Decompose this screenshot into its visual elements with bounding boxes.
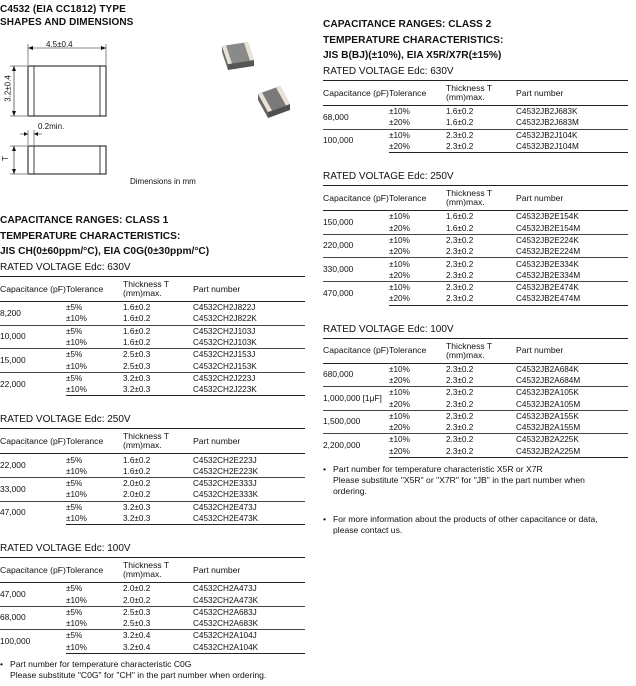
column-header-thick: Thickness T (mm)max. [446,186,516,211]
part-number-cell: C4532JB2E224K [516,234,628,246]
rated-voltage-label: RATED VOLTAGE Edc: 630V [0,262,131,273]
column-header-tol: Tolerance [66,429,123,454]
part-number-cell: C4532JB2E474M [516,293,628,305]
column-header-cap: Capacitance (pF) [0,429,66,454]
column-header-tol: Tolerance [389,186,446,211]
thickness-cell: 2.5±0.3 [123,349,193,361]
part-number-cell: C4532CH2J822K [193,314,257,324]
thickness-cell: 2.3±0.2 [446,129,516,141]
part-number-cell: C4532CH2J223K [193,384,305,396]
part-number-cell: C4532JB2J683M [516,118,579,128]
width-dim-label: 4.5±0.4 [46,40,73,49]
rated-voltage-section [323,171,628,305]
part-number-cell: C4532JB2E474K [516,281,628,293]
capacitance-cell: 15,000 [0,349,66,373]
part-number-cell: C4532JB2E334M [516,270,581,280]
capacitance-cell: 8,200 [0,307,21,318]
thickness-cell: 1.6±0.2 [123,303,151,313]
column-header-tol: Tolerance [389,81,446,106]
thickness-cell: 1.6±0.2 [123,325,193,337]
part-number-cell: C4532CH2E333K [193,490,259,500]
gap-dim-label: 0.2min. [38,122,65,131]
spec-table [323,185,628,305]
tolerance-cell: ±10% [389,107,410,117]
part-number-cell: C4532JB2E154K [516,212,579,222]
tolerance-cell: ±20% [389,223,410,233]
tolerance-cell: ±10% [66,490,87,500]
table-row [0,630,305,642]
tolerance-cell: ±10% [389,410,446,422]
part-number-cell: C4532CH2A683J [193,606,305,618]
part-number-cell: C4532JB2J104K [516,129,628,141]
tolerance-cell: ±10% [389,212,410,222]
tolerance-cell: ±10% [389,129,446,141]
table-row [323,387,628,399]
chip-photo-1 [222,42,254,70]
capacitance-cell: 47,000 [0,501,66,525]
part-number-cell: C4532JB2A105K [516,387,628,399]
tolerance-cell: ±20% [389,423,410,433]
column-header-thick: Thickness T (mm)max. [123,429,193,454]
c0g-note-line2: Please substitute "C0G" for "CH" in the part number when ordering. [10,670,267,680]
part-number-cell: C4532CH2J223J [193,372,305,384]
table-row [323,281,628,293]
contact-note-line2: please contact us. [333,525,403,535]
spec-table [0,428,305,525]
capacitance-cell: 1,500,000 [323,410,389,434]
c0g-note-line1: Part number for temperature characteristic C0G [10,659,192,669]
thickness-cell: 2.0±0.2 [123,490,151,500]
tolerance-cell: ±10% [66,314,87,324]
thickness-cell: 2.3±0.2 [446,258,516,270]
thickness-cell: 2.0±0.2 [123,595,151,605]
capacitance-cell: 100,000 [323,129,389,153]
table-row [0,606,305,618]
tolerance-cell: ±20% [389,141,446,153]
tolerance-cell: ±10% [389,234,446,246]
thickness-cell: 3.2±0.3 [123,513,193,525]
part-number-cell: C4532JB2J104M [516,141,628,153]
rated-voltage-label: RATED VOLTAGE Edc: 250V [0,414,131,426]
tolerance-cell: ±10% [389,364,410,374]
contact-note-line1: For more information about the products of other capacitance or data, [333,514,598,524]
column-header-part: Part number [516,81,628,106]
class2-temp-heading: TEMPERATURE CHARACTERISTICS: [323,35,504,46]
tolerance-cell: ±20% [389,270,410,280]
thickness-cell: 2.3±0.2 [446,281,516,293]
rated-voltage-section [323,66,628,153]
column-header-part: Part number [193,558,305,583]
table-row [323,363,628,375]
thickness-cell: 2.3±0.2 [446,399,474,409]
thickness-cell: 2.3±0.2 [446,270,474,280]
thickness-cell: 2.3±0.2 [446,376,474,385]
thickness-cell: 2.0±0.2 [123,477,193,489]
thickness-cell: 1.6±0.2 [446,107,474,117]
tolerance-cell: ±10% [66,595,87,605]
rated-voltage-section [323,324,628,458]
tolerance-cell: ±5% [66,630,123,642]
table-row [323,258,628,270]
thickness-cell: 2.5±0.3 [123,361,151,371]
x5r-note-line2: Please substitute "X5R" or "X7R" for "JB" in the part number when [333,475,585,485]
part-number-cell: C4532CH2E473K [193,513,305,525]
column-header-tol: Tolerance [66,558,123,583]
part-number-cell: C4532JB2E154M [516,223,581,233]
tolerance-cell: ±5% [66,349,123,361]
part-number-cell: C4532CH2J103K [193,338,257,348]
tolerance-cell: ±10% [389,434,446,446]
table-row [323,234,628,246]
thickness-cell: 2.3±0.2 [446,387,516,399]
capacitance-cell: 1,000,000 [1μF] [323,387,389,411]
class1-sections [0,262,305,654]
part-number-cell: C4532CH2E333J [193,477,305,489]
part-number-cell: C4532CH2J153J [193,349,305,361]
table-row [0,454,305,466]
thickness-cell: 2.5±0.3 [123,619,151,629]
c0g-note: • Part number for temperature characteristic C0G Please substitute "C0G" for "CH" in the part number when ordering. [0,659,267,680]
part-number-cell: C4532JB2A225M [516,446,628,458]
thickness-cell: 1.6±0.2 [446,118,474,128]
x5r-note-line3: ordering. [333,486,367,496]
x5r-note-line1: Part number for temperature characteristic X5R or X7R [333,464,543,474]
thickness-cell: 2.3±0.2 [446,446,516,458]
thickness-cell: 2.3±0.2 [446,423,474,433]
rated-voltage-section [0,262,305,396]
thickness-cell: 2.3±0.2 [446,293,516,305]
capacitance-cell: 330,000 [323,258,389,282]
dimension-diagram [0,34,310,194]
dims-units-label: Dimensions in mm [130,177,196,186]
part-number-cell: C4532CH2E473J [193,501,305,513]
part-number-cell: C4532CH2A683K [193,619,259,629]
thickness-dim-label: T [0,156,10,161]
part-number-cell: C4532JB2A155M [516,423,581,433]
thickness-cell: 1.6±0.2 [123,338,151,348]
capacitance-cell: 220,000 [323,234,389,258]
tolerance-cell: ±5% [66,372,123,384]
column-header-cap: Capacitance (pF) [323,338,389,363]
tolerance-cell: ±10% [66,466,87,476]
tolerance-cell: ±10% [66,338,87,348]
rated-voltage-label: RATED VOLTAGE Edc: 250V [323,171,454,183]
tolerance-cell: ±10% [389,387,446,399]
tolerance-cell: ±10% [389,258,446,270]
part-number-cell: C4532CH2J153K [193,361,257,371]
table-header-row [323,186,628,211]
column-header-cap: Capacitance (pF) [0,558,66,583]
thickness-cell: 3.2±0.3 [123,501,193,513]
capacitance-cell: 22,000 [0,372,66,396]
table-header-row [0,429,305,454]
capacitance-cell: 68,000 [323,111,349,122]
tolerance-cell: ±5% [66,455,83,465]
part-number-cell: C4532CH2A104K [193,642,305,654]
tolerance-cell: ±10% [66,384,123,396]
column-header-tol: Tolerance [66,277,123,302]
tolerance-cell: ±20% [389,399,410,409]
thickness-cell: 2.0±0.2 [123,584,151,594]
capacitance-cell: 68,000 [0,606,66,630]
thickness-cell: 2.3±0.2 [446,434,516,446]
column-header-part: Part number [516,186,628,211]
part-number-cell: C4532JB2A684M [516,376,581,385]
part-number-cell: C4532CH2J822J [193,303,256,313]
tolerance-cell: ±10% [66,619,87,629]
capacitance-cell: 22,000 [0,459,26,470]
column-header-tol: Tolerance [389,338,446,363]
table-row [0,501,305,513]
class2-sections [323,66,628,458]
spec-table [323,338,628,458]
table-row [323,211,628,223]
rated-voltage-label: RATED VOLTAGE Edc: 100V [0,543,131,555]
table-row [323,434,628,446]
thickness-cell: 1.6±0.2 [446,223,474,233]
thickness-cell: 2.5±0.3 [123,606,193,618]
column-header-cap: Capacitance (pF) [323,186,389,211]
tolerance-cell: ±20% [389,118,410,128]
x5r-note: • Part number for temperature characteristic X5R or X7R Please substitute "X5R" or "X7R" for "JB" in the part number when ordering. [323,464,585,496]
table-header-row [323,81,628,106]
table-header-row [323,338,628,363]
thickness-cell: 3.2±0.3 [123,372,193,384]
part-number-cell: C4532JB2J683K [516,107,578,117]
table-row [0,302,305,314]
part-number-cell: C4532CH2J103J [193,325,305,337]
thickness-cell: 1.6±0.2 [123,455,151,465]
part-number-cell: C4532CH2A473J [193,584,257,594]
thickness-cell: 2.3±0.2 [446,141,516,153]
tolerance-cell: ±5% [66,584,83,594]
chip-photo-2 [258,86,290,118]
part-number-cell: C4532JB2A225K [516,434,628,446]
capacitance-cell: 470,000 [323,281,389,305]
part-number-cell: C4532JB2A684K [516,364,579,374]
rated-voltage-label: RATED VOLTAGE Edc: 100V [323,323,454,335]
part-number-cell: C4532JB2E224M [516,247,581,257]
dimensions-drawing [0,34,310,194]
thickness-cell: 1.6±0.2 [123,466,151,476]
tolerance-cell: ±5% [66,303,83,313]
rated-voltage-section [0,414,305,525]
rated-voltage-label: RATED VOLTAGE Edc: 630V [323,66,454,77]
part-number-cell: C4532CH2E223J [193,455,257,465]
column-header-cap: Capacitance (pF) [323,81,389,106]
thickness-cell: 2.3±0.2 [446,364,474,374]
column-header-thick: Thickness T (mm)max. [123,558,193,583]
column-header-thick: Thickness T (mm)max. [446,81,516,106]
thickness-cell: 1.6±0.2 [123,314,151,324]
table-row [0,349,305,361]
capacitance-cell: 680,000 [323,369,354,380]
height-dim-label: 3.2±0.4 [3,75,13,102]
column-header-thick: Thickness T (mm)max. [123,277,193,302]
thickness-cell: 1.6±0.2 [446,212,474,222]
table-row [0,325,305,337]
table-header-row [0,558,305,583]
part-number-cell: C4532JB2A105M [516,399,581,409]
column-header-part: Part number [516,338,628,363]
thickness-cell: 3.2±0.4 [123,630,193,642]
tolerance-cell: ±5% [66,477,123,489]
table-row [0,477,305,489]
tolerance-cell: ±20% [389,376,410,385]
capacitance-cell: 10,000 [0,325,66,349]
table-row [323,129,628,141]
thickness-cell: 3.2±0.3 [123,384,193,396]
table-row [0,372,305,384]
shapes-heading: SHAPES AND DIMENSIONS [0,17,134,28]
thickness-cell: 2.3±0.2 [446,410,516,422]
class1-temp-heading: TEMPERATURE CHARACTERISTICS: [0,231,181,242]
capacitance-cell: 2,200,000 [323,434,389,458]
spec-table [0,276,305,396]
capacitance-cell: 33,000 [0,477,66,501]
capacitance-cell: 150,000 [323,216,354,227]
class2-heading: CAPACITANCE RANGES: CLASS 2 [323,19,492,30]
contact-note: • For more information about the products of other capacitance or data, please contact us. [323,514,598,535]
capacitance-cell: 100,000 [0,630,66,654]
tolerance-cell: ±5% [66,606,123,618]
part-number-cell: C4532JB2E334K [516,258,628,270]
column-header-thick: Thickness T (mm)max. [446,338,516,363]
column-header-part: Part number [193,429,305,454]
tolerance-cell: ±20% [389,293,446,305]
part-number-cell: C4532CH2E223K [193,466,259,476]
class1-heading: CAPACITANCE RANGES: CLASS 1 [0,215,169,226]
tolerance-cell: ±10% [389,281,446,293]
tolerance-cell: ±5% [66,325,123,337]
column-header-cap: Capacitance (pF) [0,277,66,302]
part-number-cell: C4532CH2A473K [193,595,259,605]
tolerance-cell: ±20% [389,247,410,257]
column-header-part: Part number [193,277,305,302]
thickness-cell: 3.2±0.4 [123,642,193,654]
table-row [323,106,628,118]
part-number-cell: C4532JB2A155K [516,410,628,422]
tolerance-cell: ±10% [66,513,123,525]
tolerance-cell: ±20% [389,446,446,458]
thickness-cell: 2.3±0.2 [446,247,474,257]
tolerance-cell: ±10% [66,361,87,371]
product-title: C4532 (EIA CC1812) TYPE [0,4,126,15]
spec-table [0,557,305,654]
tolerance-cell: ±10% [66,642,123,654]
class1-temp-values: JIS CH(0±60ppm/°C), EIA C0G(0±30ppm/°C) [0,246,210,257]
thickness-cell: 2.3±0.2 [446,234,516,246]
part-number-cell: C4532CH2A104J [193,630,305,642]
spec-table [323,80,628,153]
class2-temp-values: JIS B(BJ)(±10%), EIA X5R/X7R(±15%) [323,50,502,61]
table-row [0,583,305,595]
capacitance-cell: 47,000 [0,588,26,599]
tolerance-cell: ±5% [66,501,123,513]
rated-voltage-section [0,543,305,654]
table-row [323,410,628,422]
table-header-row [0,277,305,302]
